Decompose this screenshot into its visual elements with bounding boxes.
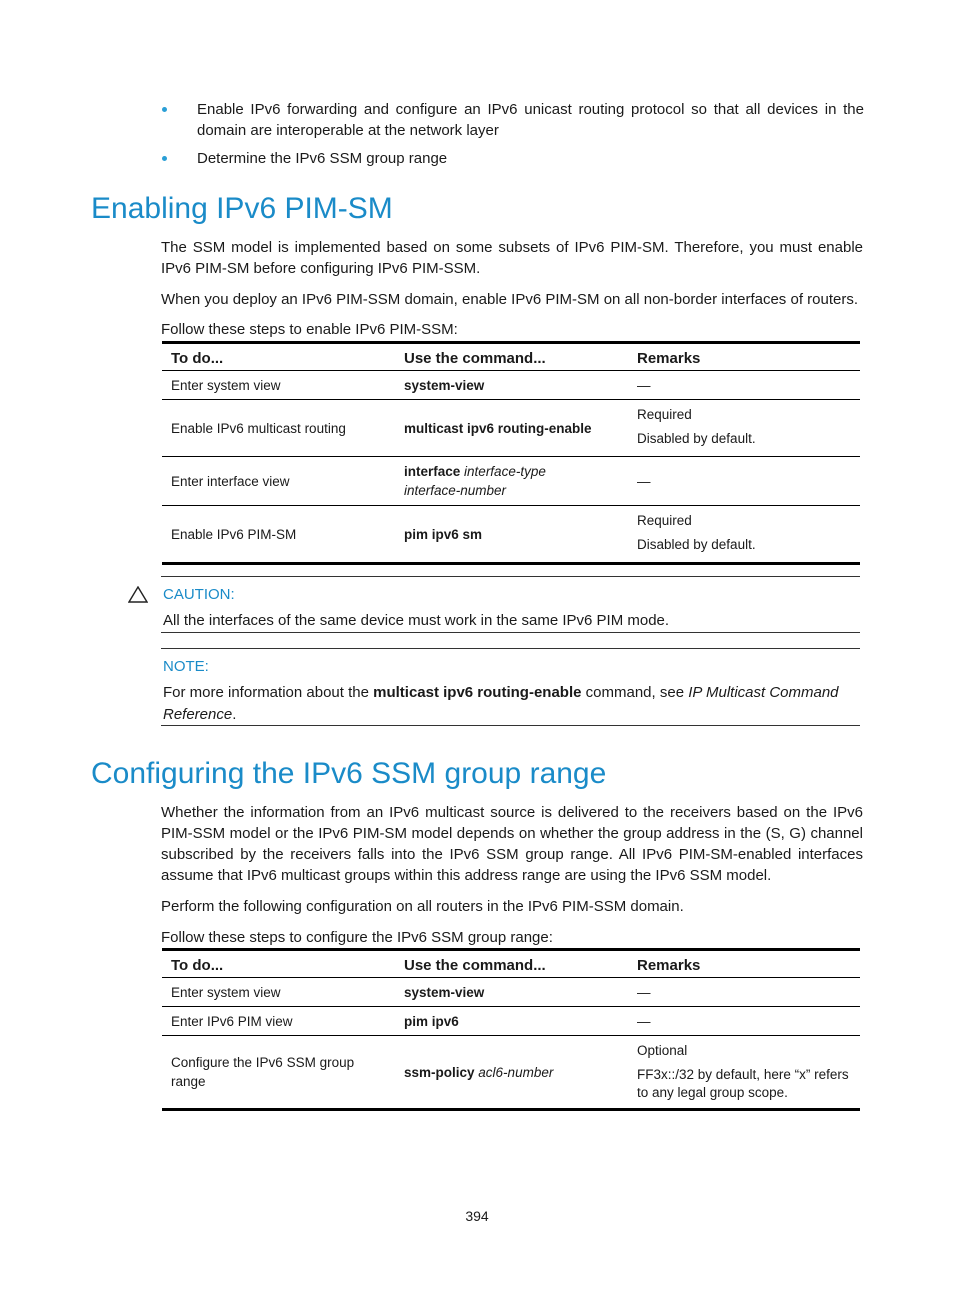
column-header-remarks: Remarks <box>628 343 860 371</box>
command-table <box>162 341 860 565</box>
todo-cell: Enable IPv6 multicast routing <box>162 400 395 457</box>
bullet-dot-icon <box>162 156 167 161</box>
todo-cell: Enter IPv6 PIM view <box>162 1007 395 1036</box>
column-header-command: Use the command... <box>395 343 628 371</box>
todo-cell: Enable IPv6 PIM-SM <box>162 506 395 564</box>
table-row <box>162 1036 860 1110</box>
table-intro: Follow these steps to enable IPv6 PIM-SSM: <box>161 321 458 338</box>
paragraph: Whether the information from an IPv6 multicast source is delivered to the receivers based on the IPv6 PIM-SSM model or the IPv6 PIM-SM model depends on whether the group address in the (S, G) channel subscribed by the receivers falls into the IPv6 SSM group range. All IPv6 PIM-SM-enabled interfaces assume that IPv6 multicast groups within this address range are using the IPv6 SSM model. <box>161 804 863 884</box>
table-row <box>162 978 860 1007</box>
table-row <box>162 400 860 457</box>
table-row <box>162 371 860 400</box>
command-cell: ssm-policy acl6-number <box>395 1036 628 1110</box>
caution-triangle-icon <box>128 586 148 603</box>
section-heading-ssm-group-range: Configuring the IPv6 SSM group range <box>91 757 607 790</box>
remarks-cell: — <box>628 978 860 1007</box>
column-header-todo: To do... <box>162 950 395 978</box>
table-header-row <box>162 343 860 371</box>
command-cell: system-view <box>395 371 628 400</box>
todo-cell: Configure the IPv6 SSM group range <box>162 1036 395 1110</box>
remarks-cell: Required Disabled by default. <box>628 400 860 457</box>
remarks-cell: — <box>628 457 860 506</box>
list-item: Determine the IPv6 SSM group range <box>162 148 864 169</box>
column-header-todo: To do... <box>162 343 395 371</box>
note-text: For more information about the multicast ipv6 routing-enable command, see IP Multicast Command Reference. <box>163 684 839 723</box>
table-row <box>162 457 860 506</box>
caution-label: CAUTION: <box>163 586 235 603</box>
bullet-dot-icon <box>162 107 167 112</box>
remarks-cell: Optional FF3x::/32 by default, here “x” refers to any legal group scope. <box>628 1036 860 1110</box>
command-table <box>162 948 860 1111</box>
remarks-cell: — <box>628 1007 860 1036</box>
remarks-cell: Required Disabled by default. <box>628 506 860 564</box>
table-row <box>162 506 860 564</box>
command-cell: system-view <box>395 978 628 1007</box>
todo-cell: Enter system view <box>162 978 395 1007</box>
todo-cell: Enter system view <box>162 371 395 400</box>
paragraph: When you deploy an IPv6 PIM-SSM domain, enable IPv6 PIM-SM on all non-border interfaces of routers. <box>161 291 859 308</box>
note-box <box>161 648 860 726</box>
section-heading-enabling-pim-sm: Enabling IPv6 PIM-SM <box>91 192 393 225</box>
paragraph: The SSM model is implemented based on some subsets of IPv6 PIM-SM. Therefore, you must enable IPv6 PIM-SM before configuring IPv6 PIM-SSM. <box>161 239 863 277</box>
remarks-cell: — <box>628 371 860 400</box>
command-cell: interface interface-type interface-number <box>395 457 628 506</box>
command-cell: pim ipv6 <box>395 1007 628 1036</box>
table-header-row <box>162 950 860 978</box>
bullet-list <box>162 99 864 176</box>
list-item: Enable IPv6 forwarding and configure an IPv6 unicast routing protocol so that all devices in the domain are interoperable at the network layer <box>162 99 864 141</box>
command-cell: pim ipv6 sm <box>395 506 628 564</box>
table-intro: Follow these steps to configure the IPv6 SSM group range: <box>161 929 553 946</box>
command-cell: multicast ipv6 routing-enable <box>395 400 628 457</box>
column-header-command: Use the command... <box>395 950 628 978</box>
page-number: 394 <box>465 1208 489 1224</box>
caution-box <box>161 576 860 633</box>
column-header-remarks: Remarks <box>628 950 860 978</box>
note-label: NOTE: <box>163 658 209 675</box>
todo-cell: Enter interface view <box>162 457 395 506</box>
table-row <box>162 1007 860 1036</box>
paragraph: Perform the following configuration on all routers in the IPv6 PIM-SSM domain. <box>161 898 684 915</box>
caution-text: All the interfaces of the same device must work in the same IPv6 PIM mode. <box>163 612 670 629</box>
